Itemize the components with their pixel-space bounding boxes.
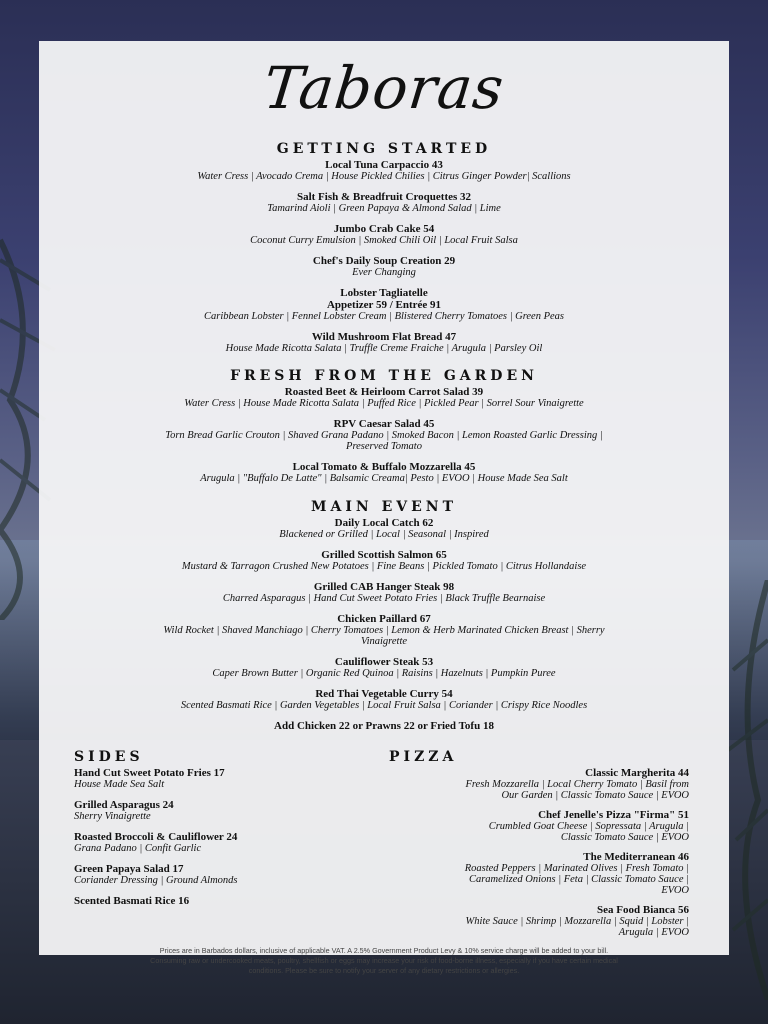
item-name: Local Tomato & Buffalo Mozzarella 45 [292,461,476,473]
menu-item [39,287,729,322]
menu-item [74,895,374,907]
section-sides [74,748,374,916]
item-name: Chef Jenelle's Pizza "Firma" 51 [538,809,689,821]
palm-leaf-right-decoration [728,580,768,1000]
item-description-continued: Our Garden | Classic Tomato Sauce | EVOO [501,790,689,801]
section-fresh-from-the-garden [39,367,729,493]
add-protein-note: Add Chicken 22 or Prawns 22 or Fried Tofu 18 [274,720,494,732]
menu-item [39,549,729,572]
item-name: Green Papaya Salad 17 [74,863,184,875]
item-description: Arugula | "Buffalo De Latte" | Balsamic Creama| Pesto | EVOO | House Made Sea Salt [200,473,568,484]
item-description-continued: EVOO [661,885,689,896]
item-description: Water Cress | House Made Ricotta Salata | Puffed Rice | Pickled Pear | Sorrel Sour Vinaigrette [184,398,584,409]
item-name: Red Thai Vegetable Curry 54 [315,688,453,700]
item-description: Caribbean Lobster | Fennel Lobster Cream | Blistered Cherry Tomatoes | Green Peas [204,311,564,322]
item-name: Jumbo Crab Cake 54 [333,223,435,235]
section-title: FRESH FROM THE GARDEN [230,368,538,384]
item-name: Grilled CAB Hanger Steak 98 [313,581,455,593]
item-description: Charred Asparagus | Hand Cut Sweet Potato Fries | Black Truffle Bearnaise [222,593,546,604]
item-name: Roasted Broccoli & Cauliflower 24 [74,831,238,843]
menu-item [39,255,729,278]
menu-item [74,863,374,886]
item-description: House Made Sea Salt [74,779,165,790]
item-description: Ever Changing [352,267,416,278]
item-description-continued: Classic Tomato Sauce | EVOO [560,832,689,843]
footer-line: Prices are in Barbados dollars, inclusive of applicable VAT. A 2.5% Government Product Levy & 10% service charge will be added to your bill. [159,946,609,955]
menu-item [39,688,729,711]
menu-item [74,831,374,854]
menu-item [39,656,729,679]
item-name: The Mediterranean 46 [583,851,689,863]
section-title: MAIN EVENT [311,499,457,515]
section-title: SIDES [74,749,144,765]
legal-footer [79,946,689,976]
item-price-options: Appetizer 59 / Entrée 91 [326,299,442,311]
menu-item [39,517,729,540]
item-description: Mustard & Tarragon Crushed New Potatoes | Fine Beans | Pickled Tomato | Citrus Hollandaise [181,561,587,572]
item-name: Grilled Scottish Salmon 65 [321,549,447,561]
item-name: Local Tuna Carpaccio 43 [325,159,443,171]
item-description: Blackened or Grilled | Local | Seasonal | Inspired [279,529,489,540]
item-description: White Sauce | Shrimp | Mozzarella | Squid | Lobster | [465,916,689,927]
item-description: Torn Bread Garlic Crouton | Shaved Grana Padano | Smoked Bacon | Lemon Roasted Garlic Dressing | [165,430,603,441]
menu-item [389,809,689,843]
menu-item [39,581,729,604]
item-name: Chicken Paillard 67 [337,613,431,625]
item-name: Sea Food Bianca 56 [597,904,689,916]
item-description: Wild Rocket | Shaved Manchiago | Cherry Tomatoes | Lemon & Herb Marinated Chicken Breast | Sherry [163,625,605,636]
item-description: Water Cress | Avocado Crema | House Pickled Chilies | Citrus Ginger Powder| Scallions [197,171,571,182]
item-description: House Made Ricotta Salata | Truffle Creme Fraiche | Arugula | Parsley Oil [225,343,543,354]
menu-item [39,331,729,354]
item-description: Caper Brown Butter | Organic Red Quinoa | Raisins | Hazelnuts | Pumpkin Puree [212,668,556,679]
item-description-continued: Caramelized Onions | Feta | Classic Tomato Sauce | [468,874,689,885]
item-name: Cauliflower Steak 53 [334,656,434,668]
item-name: Classic Margherita 44 [585,767,689,779]
item-description-continued: Arugula | EVOO [618,927,689,938]
item-name: Salt Fish & Breadfruit Croquettes 32 [296,191,472,203]
menu-item [39,418,729,452]
item-name: Scented Basmati Rice 16 [74,895,190,907]
item-name: Wild Mushroom Flat Bread 47 [311,331,457,343]
menu-item [74,799,374,822]
item-name: Roasted Beet & Heirloom Carrot Salad 39 [284,386,484,398]
item-description: Roasted Peppers | Marinated Olives | Fresh Tomato | [464,863,689,874]
menu-item [39,223,729,246]
item-description: Sherry Vinaigrette [74,811,151,822]
item-name: Lobster Tagliatelle [340,287,428,299]
item-description: Coriander Dressing | Ground Almonds [74,875,238,886]
footer-line: Consuming raw or undercooked meats, poultry, shellfish or eggs may increase your risk of food-borne illness, especially if you have certain medical [150,956,618,965]
menu-item [39,191,729,214]
menu-item [389,767,689,801]
item-name: Hand Cut Sweet Potato Fries 17 [74,767,225,779]
item-description: Grana Padano | Confit Garlic [74,843,202,854]
section-main-event [39,498,729,732]
item-description: Coconut Curry Emulsion | Smoked Chili Oil | Local Fruit Salsa [250,235,518,246]
item-description: Fresh Mozzarella | Local Cherry Tomato | Basil from [465,779,689,790]
item-description: Tamarind Aioli | Green Papaya & Almond Salad | Lime [267,203,501,214]
item-name: Daily Local Catch 62 [334,517,434,529]
item-description-continued: Vinaigrette [360,636,408,647]
footer-line: conditions. Please be sure to notify your server of any dietary restrictions or allergies. [248,966,520,975]
menu-card [39,41,729,975]
item-name: Chef's Daily Soup Creation 29 [312,255,456,267]
menu-item [74,767,374,790]
item-name: RPV Caesar Salad 45 [333,418,435,430]
section-pizza [389,748,689,946]
section-title: GETTING STARTED [276,141,492,157]
menu-item [39,461,729,484]
section-getting-started [39,140,729,363]
item-description-continued: Preserved Tomato [346,441,422,452]
item-description: Scented Basmati Rice | Garden Vegetables | Local Fruit Salsa | Coriander | Crispy Rice Noodles [180,700,588,711]
menu-item [389,851,689,896]
item-description: Crumbled Goat Cheese | Sopressata | Arugula | [488,821,689,832]
section-title: PIZZA [389,749,458,765]
item-name: Grilled Asparagus 24 [74,799,174,811]
menu-item [39,159,729,182]
menu-item [39,386,729,409]
restaurant-logo: Taboras [260,54,508,122]
menu-item [389,904,689,938]
menu-item [39,613,729,647]
